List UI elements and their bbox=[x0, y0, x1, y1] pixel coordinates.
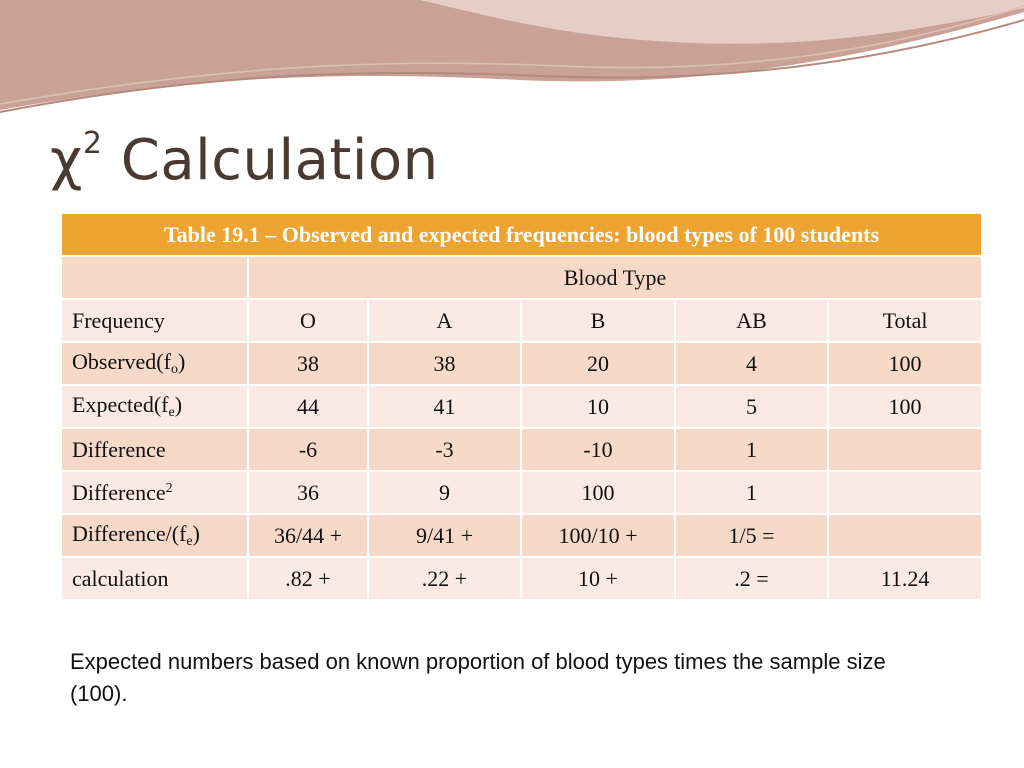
chi-symbol: χ bbox=[50, 128, 83, 193]
table-caption-row bbox=[61, 213, 982, 256]
table-row bbox=[61, 342, 982, 385]
empty-corner-cell bbox=[61, 256, 248, 299]
row-label-text: Difference/(f bbox=[72, 521, 187, 546]
column-header: AB bbox=[675, 299, 828, 342]
column-header: Frequency bbox=[61, 299, 248, 342]
table-cell: 1 bbox=[675, 471, 828, 514]
decorative-swoosh-banner bbox=[0, 0, 1024, 130]
table-cell: 44 bbox=[248, 385, 368, 428]
table-row bbox=[61, 514, 982, 557]
table-cell: 11.24 bbox=[828, 557, 982, 600]
column-header: O bbox=[248, 299, 368, 342]
table-row bbox=[61, 385, 982, 428]
table-cell bbox=[828, 428, 982, 471]
table-row bbox=[61, 428, 982, 471]
table-cell: 4 bbox=[675, 342, 828, 385]
column-header: B bbox=[521, 299, 675, 342]
table-cell: 38 bbox=[248, 342, 368, 385]
row-label-text: Expected(f bbox=[72, 392, 169, 417]
table-cell: 36/44 + bbox=[248, 514, 368, 557]
table-cell: 9 bbox=[368, 471, 521, 514]
column-header: A bbox=[368, 299, 521, 342]
table-cell: 10 + bbox=[521, 557, 675, 600]
frequency-table bbox=[60, 212, 983, 601]
row-label-difference-ratio bbox=[61, 514, 248, 557]
table-cell bbox=[828, 471, 982, 514]
row-label-difference-squared bbox=[61, 471, 248, 514]
table-caption: Table 19.1 – Observed and expected frequencies: blood types of 100 students bbox=[61, 213, 982, 256]
title-text: Calculation bbox=[102, 128, 439, 193]
row-label-difference: Difference bbox=[61, 428, 248, 471]
group-header-row bbox=[61, 256, 982, 299]
slide-title bbox=[50, 128, 439, 193]
row-label-text: Difference bbox=[72, 479, 166, 505]
table-cell bbox=[828, 514, 982, 557]
table-cell: 5 bbox=[675, 385, 828, 428]
row-label-end: ) bbox=[192, 521, 200, 546]
row-label-subscript: e bbox=[186, 534, 193, 549]
column-header: Total bbox=[828, 299, 982, 342]
row-label-expected bbox=[61, 385, 248, 428]
table-cell: 20 bbox=[521, 342, 675, 385]
row-label-text: Observed(f bbox=[72, 349, 171, 374]
table-cell: 10 bbox=[521, 385, 675, 428]
table-cell: 9/41 + bbox=[368, 514, 521, 557]
row-label-calculation: calculation bbox=[61, 557, 248, 600]
row-label-superscript: 2 bbox=[165, 480, 173, 496]
row-label-end: ) bbox=[174, 392, 183, 417]
table-cell: 100/10 + bbox=[521, 514, 675, 557]
table-cell: -3 bbox=[368, 428, 521, 471]
table-row bbox=[61, 557, 982, 600]
table-cell: 38 bbox=[368, 342, 521, 385]
table-cell: .2 = bbox=[675, 557, 828, 600]
table-cell: 41 bbox=[368, 385, 521, 428]
table-cell: 36 bbox=[248, 471, 368, 514]
table-cell: 100 bbox=[828, 385, 982, 428]
table-cell: 1 bbox=[675, 428, 828, 471]
footnote-text: Expected numbers based on known proportion of blood types times the sample size (100). bbox=[70, 649, 886, 706]
table-cell: 100 bbox=[828, 342, 982, 385]
table-cell: 1/5 = bbox=[675, 514, 828, 557]
row-label-subscript: o bbox=[170, 362, 178, 377]
chi-squared-exponent: 2 bbox=[82, 126, 103, 162]
table-cell: .22 + bbox=[368, 557, 521, 600]
table-cell: .82 + bbox=[248, 557, 368, 600]
table-row bbox=[61, 471, 982, 514]
table-cell: 100 bbox=[521, 471, 675, 514]
row-label-subscript: e bbox=[168, 405, 175, 420]
blood-type-header: Blood Type bbox=[248, 256, 982, 299]
row-label-observed bbox=[61, 342, 248, 385]
row-label-end: ) bbox=[177, 349, 186, 374]
table-cell: -10 bbox=[521, 428, 675, 471]
column-header-row bbox=[61, 299, 982, 342]
table-cell: -6 bbox=[248, 428, 368, 471]
